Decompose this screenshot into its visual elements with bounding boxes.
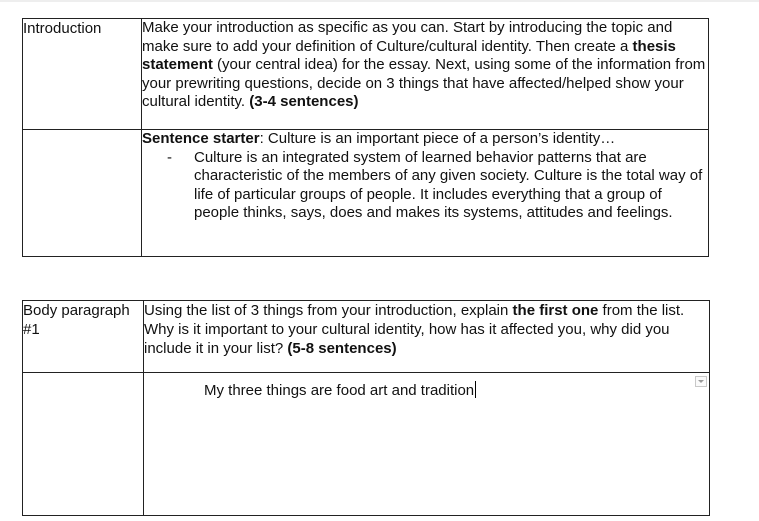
introduction-table [22,18,709,257]
thesis-statement-term: thesis statement [142,37,676,74]
instructions-text: (your central idea) for the essay. Next, using some of the information from your prewriting questions, decide on 3 things that have affected/helped show your cultural identity. [142,56,706,111]
culture-definition-text: Culture is an integrated system of learned behavior patterns that are characteristic of the members of any given society. Culture is the total way of life of particular groups of people. It includes everything that a group of people thinks, says, does and makes its systems, attitudes and feelings. [194,148,703,222]
list-item [167,149,708,223]
instructions-text: Using the list of 3 things from your introduction, explain [144,302,513,319]
introduction-row [23,19,709,130]
sentence-count: (5-8 sentences) [287,340,397,357]
sentence-count: (3-4 sentences) [249,93,359,111]
introduction-label-cell [23,19,142,130]
chevron-down-icon[interactable] [695,376,707,387]
answer-row [23,373,710,516]
sentence-starter-line [142,130,708,149]
answer-line[interactable] [204,381,476,400]
body-paragraph-instructions-cell[interactable] [144,301,710,373]
instructions-text: from the list. Why is it important to your cultural identity, how has it affected you, why did you include it in your list? [144,302,685,357]
sentence-starter-row [23,130,709,257]
answer-text[interactable]: My three things are food art and tradition [204,382,475,399]
empty-label-cell [23,373,144,516]
text-cursor [475,381,476,398]
body-paragraph-label-cell [23,301,144,373]
empty-label-cell [23,130,142,257]
instructions-text: Make your introduction as specific as you can. Start by introducing the topic and make sure to add your definition of Culture/cultural identity. Then create a [142,19,673,55]
introduction-instructions-cell[interactable] [142,19,709,130]
page-top-edge [0,0,759,2]
sentence-starter-cell[interactable] [142,130,709,257]
bullet-marker: - [167,148,172,166]
sentence-starter-label: Sentence starter [142,130,260,147]
answer-input-cell[interactable] [144,373,710,516]
sentence-starter-text: : Culture is an important piece of a person’s identity… [259,130,616,147]
introduction-label: Introduction [23,20,102,37]
body-paragraph-row [23,301,710,373]
first-one-term: the first one [512,302,599,319]
body-paragraph-label: Body paragraph #1 [23,302,130,338]
body-paragraph-table [22,300,710,516]
